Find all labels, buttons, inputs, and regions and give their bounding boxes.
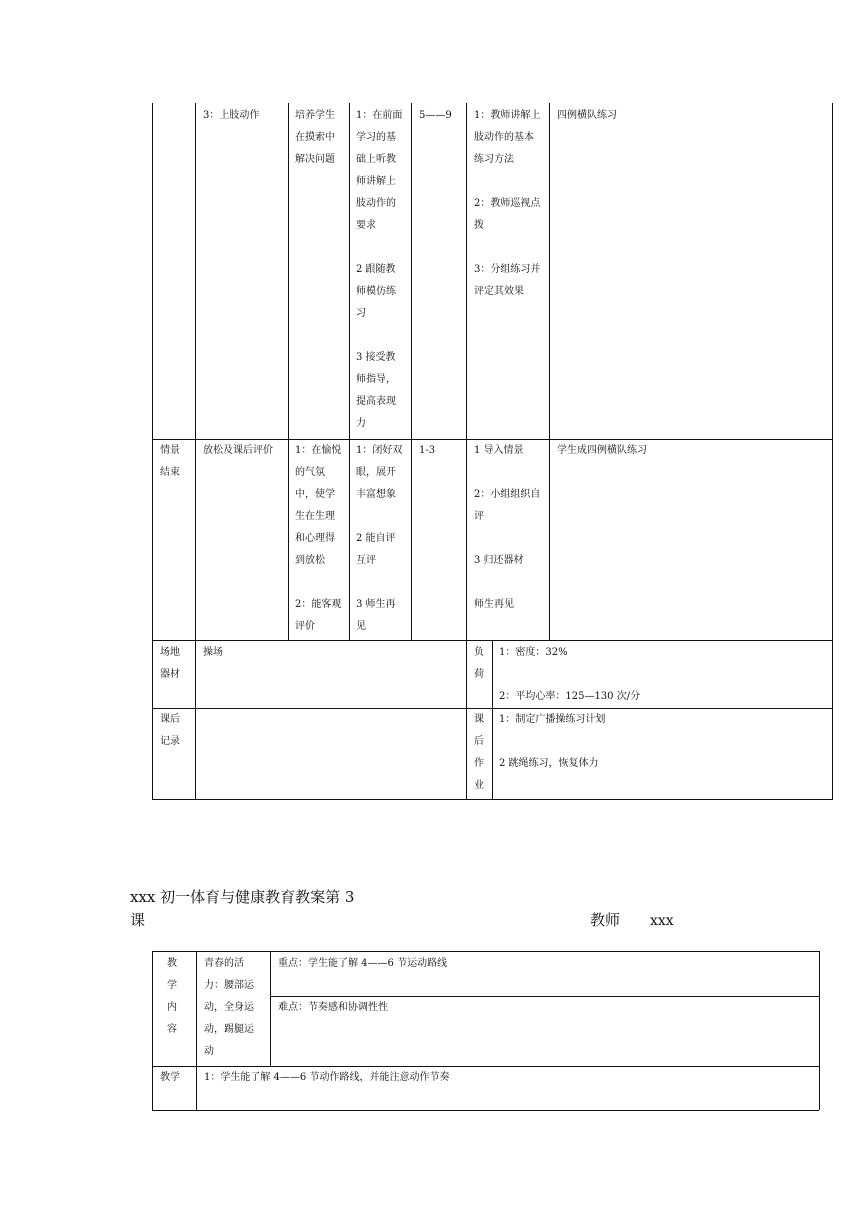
teacher-activity-upper-limb: 1：教师讲解上 肢动作的基本 练习方法 2：教师巡视点 拨 3：分组练习并 评定其效果 bbox=[474, 110, 541, 297]
venue-value: 操场 bbox=[203, 647, 223, 658]
time-relax: 1-3 bbox=[419, 445, 436, 456]
item-upper-limb: 3：上肢动作 bbox=[203, 110, 260, 121]
item-relax-evaluation: 放松及课后评价 bbox=[203, 445, 273, 456]
teaching-goal-label: 教学 bbox=[160, 1072, 180, 1083]
table-column-divider bbox=[549, 103, 550, 640]
table-left-border bbox=[152, 103, 153, 800]
table-right-border bbox=[832, 103, 833, 800]
organization-upper-limb: 四例横队练习 bbox=[557, 110, 617, 121]
table-bottom-border bbox=[152, 1110, 819, 1111]
goal-upper-limb: 培养学生 在摸索中 解决问题 bbox=[295, 110, 335, 165]
venue-label: 场地 器材 bbox=[160, 647, 180, 680]
homework-label: 课 后 作 业 bbox=[474, 714, 484, 791]
stage-label-ending: 情景 结束 bbox=[160, 445, 180, 478]
goal-relax: 1：在愉悦 的气氛 中，使学 生在生理 和心理得 到放松 2：能客观 评价 bbox=[295, 445, 342, 632]
after-class-notes-label: 课后 记录 bbox=[160, 714, 180, 747]
table-top-border bbox=[152, 951, 819, 952]
table-column-divider bbox=[492, 640, 493, 800]
load-label: 负 荷 bbox=[474, 647, 484, 680]
lesson-title: xxx 初一体育与健康教育教案第 3 bbox=[130, 888, 355, 906]
table-left-border bbox=[152, 951, 153, 1110]
lesson-title-continued: 课 bbox=[130, 911, 146, 929]
teaching-goal-value: 1：学生能了解 4——6 节动作路线，并能注意动作节奏 bbox=[204, 1072, 450, 1083]
teacher-label: 教师 bbox=[590, 911, 621, 929]
homework-value: 1：制定广播操练习计划 2 跳绳练习，恢复体力 bbox=[499, 714, 606, 769]
table-column-divider bbox=[288, 103, 289, 640]
organization-relax: 学生成四例横队练习 bbox=[557, 445, 647, 456]
teacher-name: xxx bbox=[650, 913, 674, 929]
load-value: 1：密度：32% 2：平均心率：125—130 次/分 bbox=[499, 647, 641, 702]
teaching-content-value: 青春的活 力：腰部运 动，全身运 动，踢腿运 动 bbox=[204, 958, 254, 1057]
student-activity-relax: 1：闭好双 眼，展开 丰富想象 2 能自评 互评 3 师生再 见 bbox=[356, 445, 403, 632]
table-column-divider bbox=[195, 103, 196, 800]
time-upper-limb: 5——9 bbox=[419, 110, 452, 121]
table-column-divider bbox=[349, 103, 350, 640]
difficulty-point: 难点：节奏感和协调性性 bbox=[278, 1002, 388, 1013]
teaching-content-label: 教 学 内 容 bbox=[167, 958, 177, 1035]
table-right-border bbox=[819, 951, 820, 1110]
table-column-divider bbox=[411, 103, 412, 640]
teacher-activity-relax: 1 导入情景 2：小组组织自 评 3 归还器材 师生再见 bbox=[474, 445, 541, 610]
key-point: 重点：学生能了解 4——6 节运动路线 bbox=[278, 958, 448, 969]
table-column-divider bbox=[196, 951, 197, 1110]
student-activity-upper-limb: 1：在前面 学习的基 础上听教 师讲解上 肢动作的 要求 2 跟随教 师模仿练 习 3 接受教 师指导， 提高表现 力 bbox=[356, 110, 403, 429]
table-column-divider bbox=[466, 103, 467, 800]
table-column-divider bbox=[270, 951, 271, 1066]
